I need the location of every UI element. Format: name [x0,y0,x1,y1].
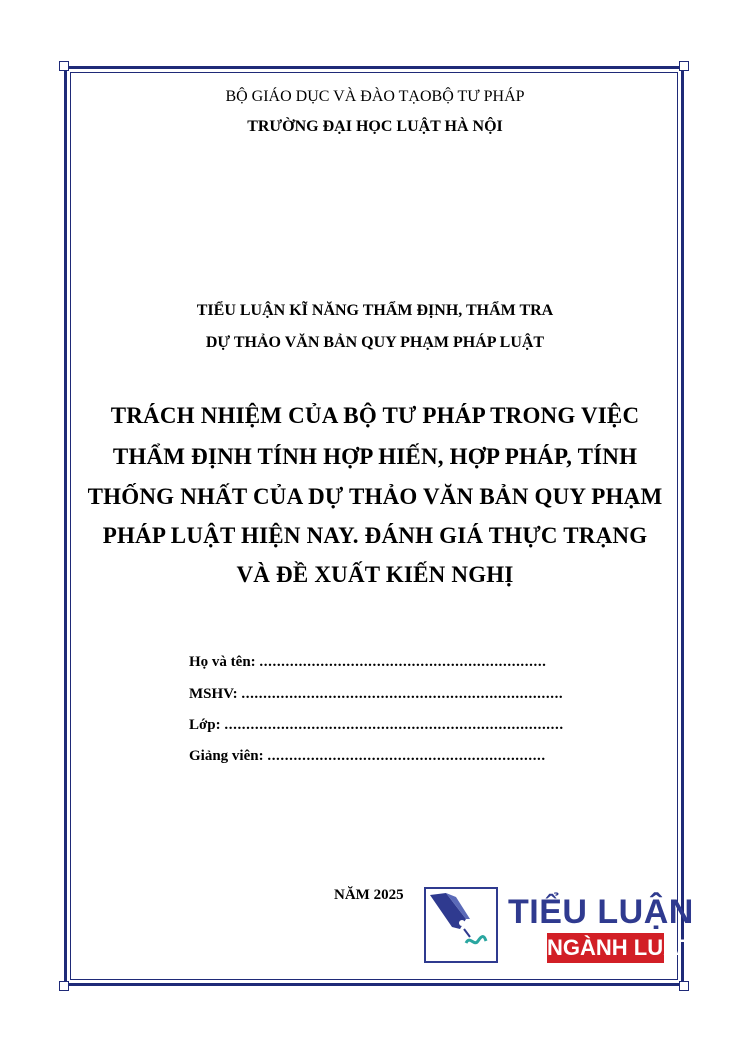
info-dots-class: .............................................................................. [224,717,564,733]
info-dots-name: .................................................................. [259,654,547,670]
title-line-3: THỐNG NHẤT CỦA DỰ THẢO VĂN BẢN QUY PHẠM [87,484,663,509]
university-heading: TRƯỜNG ĐẠI HỌC LUẬT HÀ NỘI [247,118,503,135]
year-label: NĂM 2025 [334,887,404,903]
subject-line-2: DỰ THẢO VĂN BẢN QUY PHẠM PHÁP LUẬT [205,334,545,351]
info-dots-lecturer: ................................................................ [267,748,546,764]
ministry-heading: BỘ GIÁO DỤC VÀ ĐÀO TẠOBỘ TƯ PHÁP [225,88,525,105]
title-line-1: TRÁCH NHIỆM CỦA BỘ TƯ PHÁP TRONG VIỆC [110,403,640,428]
subject-line-1: TIỂU LUẬN KĨ NĂNG THẨM ĐỊNH, THẨM TRA [196,302,554,319]
border-corner-top-right [679,61,689,71]
info-label-lecturer: Giảng viên: [189,748,264,764]
info-field-name [189,654,547,671]
logo-title: TIỂU LUẬN [508,893,694,931]
info-label-name: Họ và tên: [189,654,256,670]
pen-logo-icon [424,887,498,963]
info-field-class [189,717,564,734]
title-line-4: PHÁP LUẬT HIỆN NAY. ĐÁNH GIÁ THỰC TRẠNG [102,523,648,548]
title-line-5: VÀ ĐỀ XUẤT KIẾN NGHỊ [236,562,514,587]
info-label-student-id: MSHV: [189,686,238,702]
info-field-student-id [189,686,563,703]
border-corner-bottom-left [59,981,69,991]
info-field-lecturer [189,748,546,765]
info-label-class: Lớp: [189,717,221,733]
info-dots-student-id: .......................................................................... [241,686,564,702]
border-corner-bottom-right [679,981,689,991]
title-line-2: THẨM ĐỊNH TÍNH HỢP HIẾN, HỢP PHÁP, TÍNH [112,444,638,469]
border-corner-top-left [59,61,69,71]
logo-badge: NGÀNH LUẬT [547,933,664,963]
